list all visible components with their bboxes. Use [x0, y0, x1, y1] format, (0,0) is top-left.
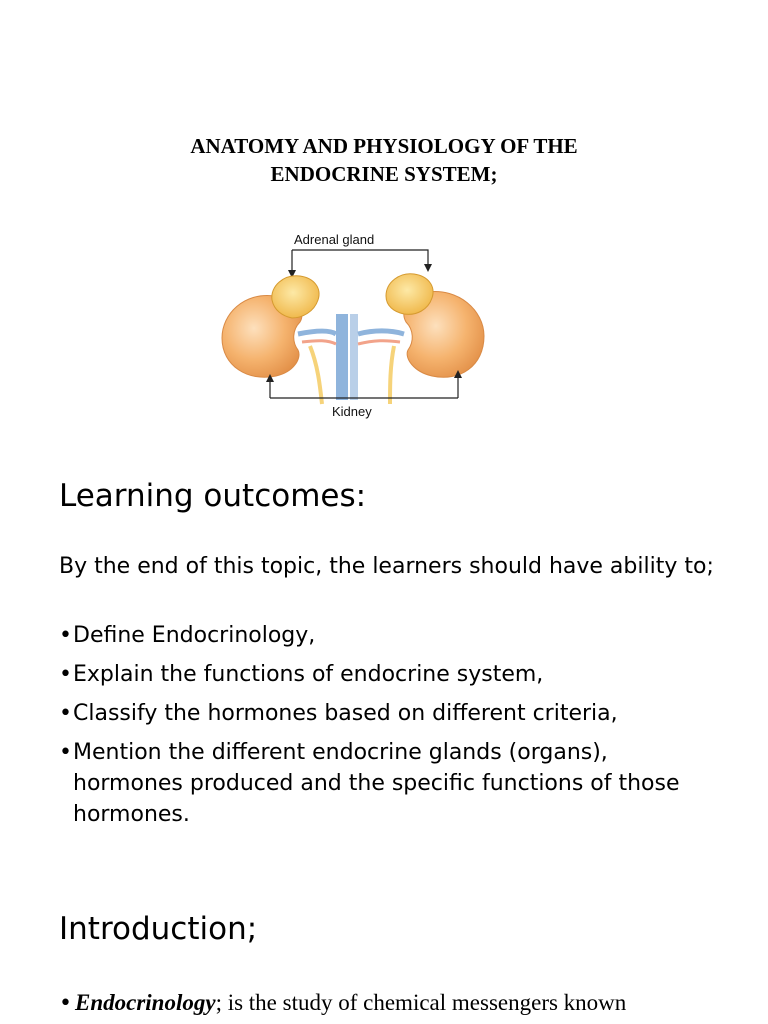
- bullet-icon: •: [59, 623, 72, 648]
- learning-outcomes-list: [59, 620, 719, 838]
- bullet-icon: •: [59, 740, 72, 765]
- adrenal-leader-line: [292, 250, 428, 268]
- list-item: [59, 620, 719, 651]
- list-item-text: Classify the hormones based on different criteria,: [73, 701, 618, 726]
- bullet-icon: •: [59, 991, 72, 1016]
- bullet-icon: •: [59, 662, 72, 687]
- aorta-icon: [350, 314, 358, 400]
- list-item-text: Define Endocrinology,: [73, 623, 316, 648]
- arrow-down-right-icon: [424, 264, 432, 272]
- list-item-text: Mention the different endocrine glands (organs), hormones produced and the specific functions of those hormones.: [73, 740, 680, 827]
- page-title: [0, 132, 768, 188]
- list-item: [59, 698, 719, 729]
- left-adrenal-gland-icon: [272, 276, 319, 318]
- right-adrenal-gland-icon: [386, 274, 433, 315]
- title-line-2: ENDOCRINE SYSTEM;: [270, 162, 498, 186]
- learning-outcomes-heading: Learning outcomes:: [59, 478, 367, 514]
- introduction-definition: [59, 986, 739, 1021]
- definition-text: ; is the study of chemical messengers known: [215, 990, 627, 1015]
- learning-outcomes-intro: By the end of this topic, the learners should have ability to;: [59, 554, 714, 579]
- kidney-adrenal-illustration: [214, 226, 504, 426]
- vena-cava-icon: [336, 314, 348, 400]
- kidney-label: Kidney: [332, 404, 372, 419]
- definition-term: Endocrinology: [74, 990, 216, 1015]
- list-item: [59, 737, 719, 830]
- title-line-1: ANATOMY AND PHYSIOLOGY OF THE: [190, 134, 578, 158]
- introduction-heading: Introduction;: [59, 911, 258, 947]
- list-item: [59, 659, 719, 690]
- adrenal-gland-label: Adrenal gland: [294, 232, 375, 247]
- bullet-icon: •: [59, 701, 72, 726]
- list-item-text: Explain the functions of endocrine system,: [73, 662, 544, 687]
